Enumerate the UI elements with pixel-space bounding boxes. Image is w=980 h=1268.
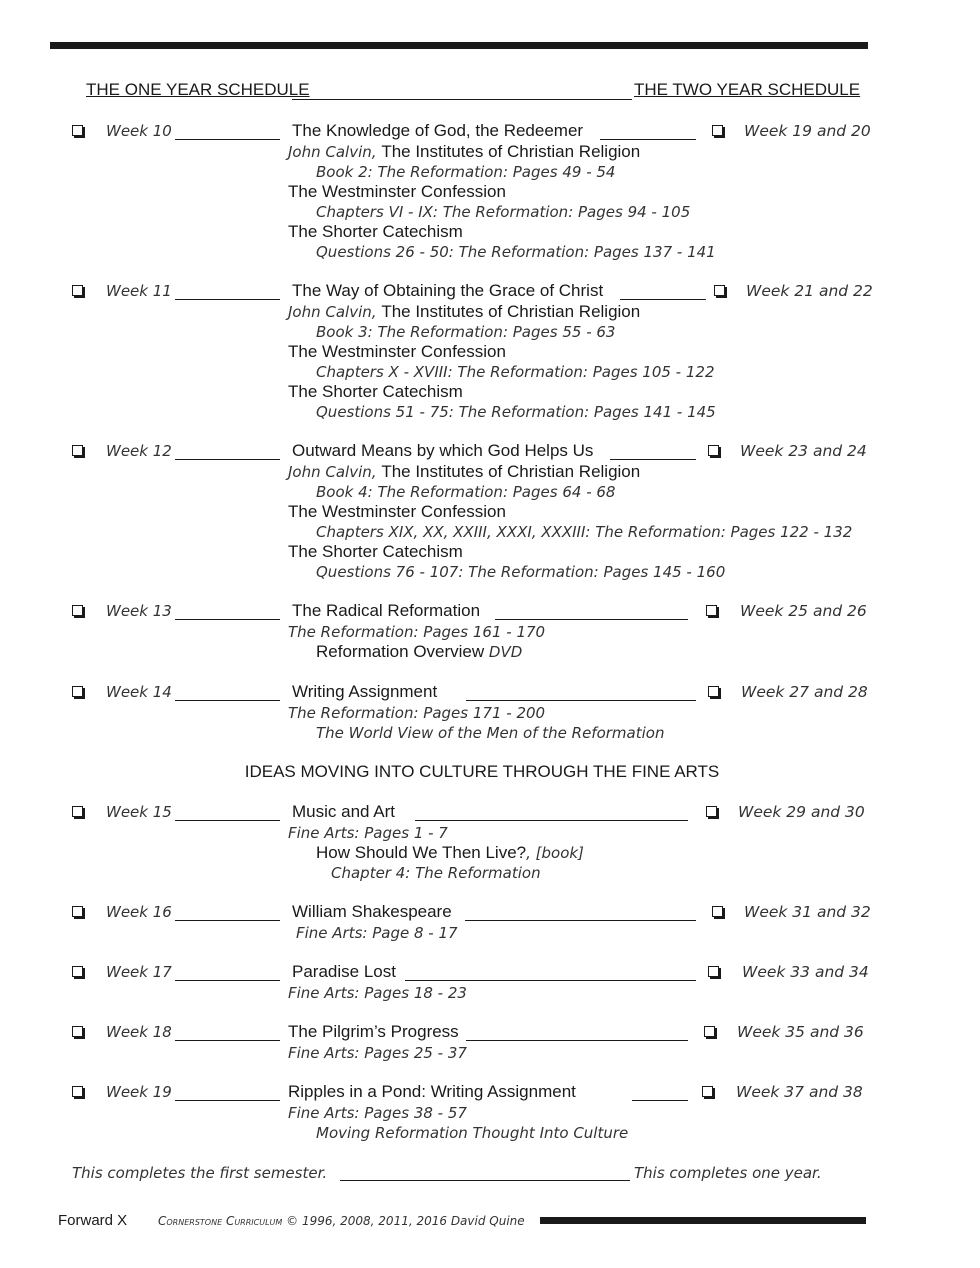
week-two-year: Week 21 and 22: [746, 282, 873, 300]
reading-line: [316, 402, 716, 422]
reading-line: [316, 843, 584, 863]
reading-line: [316, 202, 690, 222]
reading-line: [288, 382, 463, 402]
reading-line: [288, 142, 640, 162]
reading-detail: Chapters X - XVIII: The Reformation: Pages 105 - 122: [316, 363, 715, 381]
reading-title: The Westminster Confession: [288, 502, 506, 521]
blank-line-right: [465, 920, 696, 921]
week-two-year: Week 19 and 20: [744, 122, 871, 140]
schedule-row: [0, 282, 980, 302]
blank-line-left: [175, 820, 280, 821]
reading-line: [288, 302, 640, 322]
reading-detail: The Reformation: Pages 171 - 200: [288, 704, 546, 722]
header-rule: [292, 99, 632, 100]
reading-title: The Westminster Confession: [288, 342, 506, 361]
week-one-year: Week 14: [106, 683, 172, 701]
week-two-year: Week 35 and 36: [737, 1023, 864, 1041]
reading-line: [331, 863, 541, 883]
reading-line: [316, 482, 615, 502]
checkbox-one-year[interactable]: [72, 445, 83, 456]
reading-detail: Fine Arts: Page 8 - 17: [296, 924, 458, 942]
reading-line: [288, 1043, 467, 1063]
reading-title: The Institutes of Christian Religion: [381, 302, 641, 321]
week-one-year: Week 10: [106, 122, 172, 140]
topic-title: Paradise Lost: [292, 962, 396, 981]
reading-detail: Book 2: The Reformation: Pages 49 - 54: [316, 163, 616, 181]
blank-line-left: [175, 139, 280, 140]
week-two-year: Week 33 and 34: [742, 963, 869, 981]
reading-line: [316, 723, 664, 743]
schedule-row: [0, 963, 980, 983]
week-one-year: Week 17: [106, 963, 172, 981]
reading-detail: Fine Arts: Pages 1 - 7: [288, 824, 448, 842]
blank-line-left: [175, 700, 280, 701]
reading-title: The Shorter Catechism: [288, 222, 463, 241]
reading-line: [288, 1103, 467, 1123]
reading-detail: Fine Arts: Pages 38 - 57: [288, 1104, 467, 1122]
week-two-year: Week 29 and 30: [738, 803, 865, 821]
reading-line: [288, 182, 506, 202]
reading-detail: DVD: [488, 643, 523, 661]
week-one-year: Week 13: [106, 602, 172, 620]
reading-line: [296, 923, 458, 943]
topic-title: Writing Assignment: [292, 682, 438, 701]
first-semester-note: This completes the first semester.: [72, 1164, 328, 1182]
blank-line-left: [175, 1100, 280, 1101]
blank-line-right: [466, 700, 696, 701]
two-year-header: THE TWO YEAR SCHEDULE: [634, 80, 861, 99]
checkbox-two-year[interactable]: [702, 1086, 713, 1097]
reading-detail: Questions 26 - 50: The Reformation: Pages 137 - 141: [316, 243, 716, 261]
reading-line: [316, 242, 716, 262]
copyright: [158, 1214, 525, 1228]
reading-line: [288, 462, 640, 482]
schedule-row: [0, 122, 980, 142]
week-one-year: Week 11: [106, 282, 172, 300]
topic-title: Outward Means by which God Helps Us: [292, 441, 594, 460]
checkbox-two-year[interactable]: [712, 125, 723, 136]
topic-title: Ripples in a Pond: Writing Assignment: [288, 1082, 576, 1101]
blank-line-left: [175, 1040, 280, 1041]
blank-line-right: [415, 820, 688, 821]
reading-detail: Questions 51 - 75: The Reformation: Pages 141 - 145: [316, 403, 716, 421]
week-two-year: Week 37 and 38: [736, 1083, 863, 1101]
checkbox-one-year[interactable]: [72, 906, 83, 917]
checkbox-two-year[interactable]: [706, 806, 717, 817]
blank-line-left: [175, 920, 280, 921]
week-one-year: Week 16: [106, 903, 172, 921]
blank-line-left: [175, 459, 280, 460]
blank-line-right: [610, 459, 696, 460]
schedule-row: [0, 1023, 980, 1043]
checkbox-one-year[interactable]: [72, 1086, 83, 1097]
blank-line-right: [466, 1040, 688, 1041]
reading-detail: John Calvin,: [288, 143, 382, 161]
bottom-rule: [540, 1217, 866, 1224]
blank-line-left: [175, 980, 280, 981]
reading-line: [316, 322, 615, 342]
reading-line: [288, 222, 463, 242]
week-two-year: Week 25 and 26: [740, 602, 867, 620]
reading-title: Reformation Overview: [316, 642, 489, 661]
one-year-header: THE ONE YEAR SCHEDULE: [86, 80, 310, 99]
reading-line: [316, 162, 615, 182]
week-two-year: Week 23 and 24: [740, 442, 867, 460]
reading-line: [316, 1123, 628, 1143]
reading-detail: , [book]: [526, 844, 584, 862]
one-year-note: This completes one year.: [634, 1164, 822, 1182]
checkbox-one-year[interactable]: [72, 125, 83, 136]
topic-title: The Way of Obtaining the Grace of Christ: [292, 281, 604, 300]
reading-line: [288, 502, 506, 522]
schedule-row: [0, 683, 980, 703]
week-one-year: Week 12: [106, 442, 172, 460]
reading-line: [288, 342, 506, 362]
week-two-year: Week 27 and 28: [741, 683, 868, 701]
schedule-row: [0, 1083, 980, 1103]
reading-title: The Westminster Confession: [288, 182, 506, 201]
reading-line: [288, 823, 448, 843]
topic-title: Music and Art: [292, 802, 395, 821]
blank-line-left: [175, 299, 280, 300]
reading-title: How Should We Then Live?: [316, 843, 527, 862]
reading-line: [288, 542, 463, 562]
reading-detail: The Reformation: Pages 161 - 170: [288, 623, 546, 641]
topic-title: The Pilgrim’s Progress: [288, 1022, 459, 1041]
week-two-year: Week 31 and 32: [744, 903, 871, 921]
checkbox-one-year[interactable]: [72, 1026, 83, 1037]
reading-detail: Fine Arts: Pages 18 - 23: [288, 984, 467, 1002]
checkbox-two-year[interactable]: [704, 1026, 715, 1037]
blank-line-right: [405, 980, 696, 981]
reading-line: [316, 362, 715, 382]
week-one-year: Week 19: [106, 1083, 172, 1101]
page-label: Forward X: [58, 1212, 128, 1229]
closing-rule: [340, 1180, 630, 1181]
checkbox-two-year[interactable]: [708, 686, 719, 697]
topic-title: The Radical Reformation: [292, 601, 481, 620]
reading-line: [288, 983, 467, 1003]
checkbox-one-year[interactable]: [72, 686, 83, 697]
checkbox-one-year[interactable]: [72, 285, 83, 296]
schedule-row: [0, 442, 980, 462]
reading-detail: Moving Reformation Thought Into Culture: [316, 1124, 629, 1142]
reading-detail: Chapters VI - IX: The Reformation: Pages 94 - 105: [316, 203, 691, 221]
top-rule: [50, 42, 868, 49]
reading-title: The Institutes of Christian Religion: [381, 462, 641, 481]
checkbox-two-year[interactable]: [712, 906, 723, 917]
reading-line: [316, 562, 725, 582]
schedule-row: [0, 803, 980, 823]
week-one-year: Week 18: [106, 1023, 172, 1041]
reading-line: [288, 622, 545, 642]
reading-detail: John Calvin,: [288, 463, 382, 481]
topic-title: The Knowledge of God, the Redeemer: [292, 121, 584, 140]
blank-line-right: [600, 139, 696, 140]
schedule-row: [0, 602, 980, 622]
brand-name: Cornerstone Curriculum: [158, 1214, 283, 1228]
reading-detail: Book 3: The Reformation: Pages 55 - 63: [316, 323, 616, 341]
reading-title: The Shorter Catechism: [288, 542, 463, 561]
reading-title: The Institutes of Christian Religion: [381, 142, 641, 161]
reading-line: [288, 703, 545, 723]
reading-detail: Questions 76 - 107: The Reformation: Pages 145 - 160: [316, 563, 726, 581]
reading-title: The Shorter Catechism: [288, 382, 463, 401]
reading-detail: Fine Arts: Pages 25 - 37: [288, 1044, 467, 1062]
checkbox-two-year[interactable]: [708, 445, 719, 456]
reading-detail: John Calvin,: [288, 303, 382, 321]
copyright-text: © 1996, 2008, 2011, 2016 David Quine: [282, 1214, 525, 1228]
reading-line: [316, 522, 852, 542]
checkbox-two-year[interactable]: [706, 605, 717, 616]
reading-detail: Chapters XIX, XX, XXIII, XXXI, XXXIII: The Reformation: Pages 122 - 132: [316, 523, 853, 541]
checkbox-one-year[interactable]: [72, 966, 83, 977]
topic-title: William Shakespeare: [292, 902, 452, 921]
checkbox-two-year[interactable]: [714, 285, 725, 296]
reading-detail: The World View of the Men of the Reformation: [316, 724, 665, 742]
checkbox-two-year[interactable]: [708, 966, 719, 977]
blank-line-right: [495, 619, 688, 620]
section-heading: IDEAS MOVING INTO CULTURE THROUGH THE FINE ARTS: [244, 762, 720, 781]
blank-line-right: [632, 1100, 688, 1101]
schedule-row: [0, 903, 980, 923]
blank-line-right: [620, 299, 706, 300]
week-one-year: Week 15: [106, 803, 172, 821]
reading-detail: Chapter 4: The Reformation: [331, 864, 541, 882]
blank-line-left: [175, 619, 280, 620]
reading-line: [316, 642, 522, 662]
checkbox-one-year[interactable]: [72, 806, 83, 817]
reading-detail: Book 4: The Reformation: Pages 64 - 68: [316, 483, 616, 501]
checkbox-one-year[interactable]: [72, 605, 83, 616]
